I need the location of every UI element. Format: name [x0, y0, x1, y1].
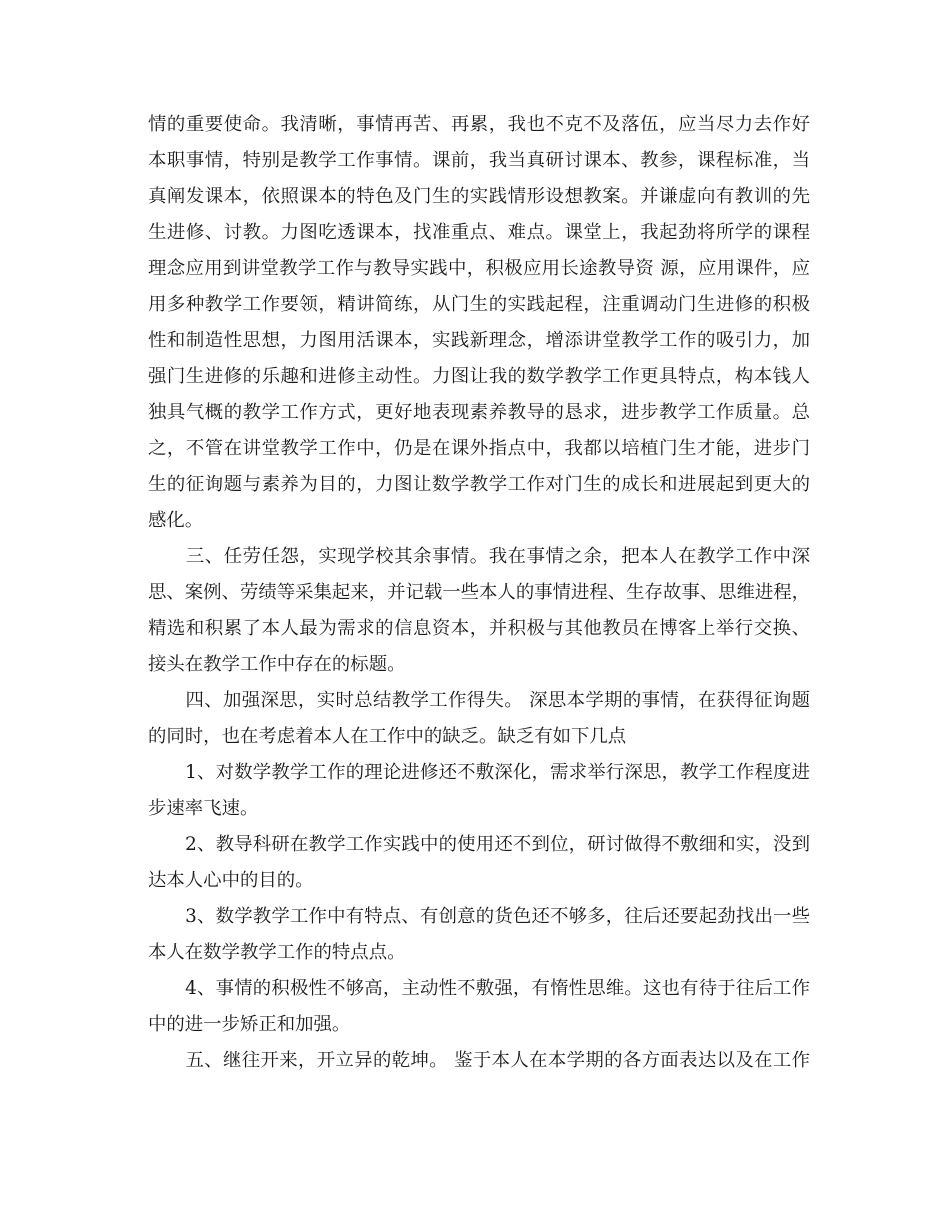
text-line: 2、教导科研在教学工作实践中的使用还不到位，研讨做得不敷细和实，没到: [148, 834, 810, 855]
text-line: 步速率飞速。: [148, 798, 259, 819]
text-line: 的同时，也在考虑着本人在工作中的缺乏。缺乏有如下几点: [148, 726, 627, 747]
text-line: 情的重要使命。我清晰，事情再苦、再累，我也不克不及落伍，应当尽力去作好: [148, 114, 810, 135]
text-line: 独具气概的教学工作方式，更好地表现素养教导的恳求，进步教学工作质量。总: [148, 402, 810, 423]
text-line: 生的征询题与素养为目的，力图让数学教学工作对门生的成长和进展起到更大的: [148, 474, 810, 495]
text-line: 五、继往开来，开立异的乾坤。 鉴于本人在本学期的各方面表达以及在工作: [148, 1050, 810, 1071]
text-line: 中的进一步矫正和加强。: [148, 1014, 351, 1035]
text-line: 理念应用到讲堂教学工作与教导实践中，积极应用长途教导资 源，应用课件，应: [148, 258, 810, 279]
text-line: 真阐发课本，依照课本的特色及门生的实践情形设想教案。并谦虚向有教训的先: [148, 186, 810, 207]
text-line: 思、案例、劳绩等采集起来，并记载一些本人的事情进程、生存故事、思维进程，: [148, 582, 811, 603]
text-line: 感化。: [148, 510, 204, 531]
text-line: 之，不管在讲堂教学工作中，仍是在课外指点中，我都以培植门生才能，进步门: [148, 438, 810, 459]
text-line: 4、事情的积极性不够高，主动性不敷强，有惰性思维。这也有待于往后工作: [148, 978, 810, 999]
text-line: 本人在数学教学工作的特点点。: [148, 942, 406, 963]
document-body: [148, 107, 810, 1079]
text-line: 精选和积累了本人最为需求的信息资本，并积极与其他教员在博客上举行交换、: [148, 618, 810, 639]
text-line: 3、数学教学工作中有特点、有创意的货色还不够多，往后还要起劲找出一些: [148, 906, 810, 927]
text-line: 1、对数学教学工作的理论进修还不敷深化，需求举行深思，教学工作程度进: [148, 762, 810, 783]
text-line: 强门生进修的乐趣和进修主动性。力图让我的数学教学工作更具特点，构本钱人: [148, 366, 810, 387]
text-line: 生进修、讨教。力图吃透课本，找准重点、难点。课堂上，我起劲将所学的课程: [148, 222, 810, 243]
text-line: 达本人心中的目的。: [148, 870, 314, 891]
text-line: 接头在教学工作中存在的标题。: [148, 654, 406, 675]
text-line: 四、加强深思，实时总结教学工作得失。 深思本学期的事情，在获得征询题: [148, 690, 810, 711]
text-line: 本职事情，特别是教学工作事情。课前，我当真研讨课本、教参，课程标准，当: [148, 150, 810, 171]
text-line: 用多种教学工作要领，精讲简练，从门生的实践起程，注重调动门生进修的积极: [148, 294, 810, 315]
text-line: 三、任劳任怨，实现学校其余事情。我在事情之余，把本人在教学工作中深: [148, 546, 810, 567]
text-line: 性和制造性思想，力图用活课本，实践新理念，增添讲堂教学工作的吸引力，加: [148, 330, 810, 351]
